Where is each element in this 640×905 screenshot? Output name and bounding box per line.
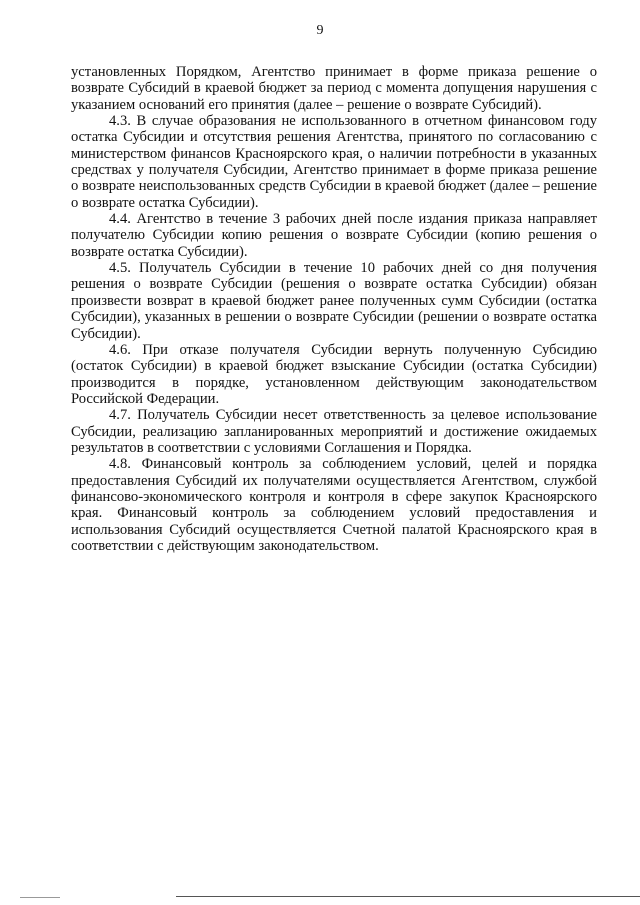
paragraph-4-8: 4.8. Финансовый контроль за соблюдением условий, целей и порядка предоставления Субсидий их получателями осуществляется Агентством, службой финансово-экономического контроля и контроля в сфере закупок Красноярского края. Финансовый контроль за соблюдением условий предоставления и использования Субсидий осуществляется Счетной палатой Красноярского края в соответствии с действующим законодательством. bbox=[71, 456, 597, 554]
scan-edge-line-left bbox=[20, 897, 60, 898]
page-number: 9 bbox=[316, 23, 324, 38]
paragraph-4-3: 4.3. В случае образования не использованного в отчетном финансовом году остатка Субсидии и отсутствия решения Агентства, принятого по согласованию с министерством финансов Красноярского края, о наличии потребности в указанных средствах у получателя Субсидии, Агентство принимает в форме приказа решение о возврате неиспользованных средств Субсидии в краевой бюджет (далее – решение о возврате остатка Субсидии). bbox=[71, 113, 597, 211]
scan-edge-line bbox=[176, 896, 640, 897]
paragraph-continuation: установленных Порядком, Агентство принимает в форме приказа решение о возврате Субсидий в краевой бюджет за период с момента допущения нарушения с указанием оснований его принятия (далее – решение о возврате Субсидий). bbox=[71, 64, 597, 113]
paragraph-4-6: 4.6. При отказе получателя Субсидии вернуть полученную Субсидию (остаток Субсидии) в краевой бюджет взыскание Субсидии (остатка Субсидии) производится в порядке, установленном действующим законодательством Российской Федерации. bbox=[71, 341, 597, 407]
document-body bbox=[71, 64, 597, 554]
paragraph-4-7: 4.7. Получатель Субсидии несет ответственность за целевое использование Субсидии, реализацию запланированных мероприятий и достижение ожидаемых результатов в соответствии с условиями Соглашения и Порядка. bbox=[71, 407, 597, 456]
paragraph-4-5: 4.5. Получатель Субсидии в течение 10 рабочих дней со дня получения решения о возврате Субсидии (решения о возврате остатка Субсидии) обязан произвести возврат в краевой бюджет ранее полученных сумм Субсидии (остатка Субсидии), указанных в решении о возврате Субсидии (решении о возврате остатка Субсидии). bbox=[71, 260, 597, 342]
paragraph-4-4: 4.4. Агентство в течение 3 рабочих дней после издания приказа направляет получателю Субсидии копию решения о возврате Субсидии (копию решения о возврате остатка Субсидии). bbox=[71, 211, 597, 260]
